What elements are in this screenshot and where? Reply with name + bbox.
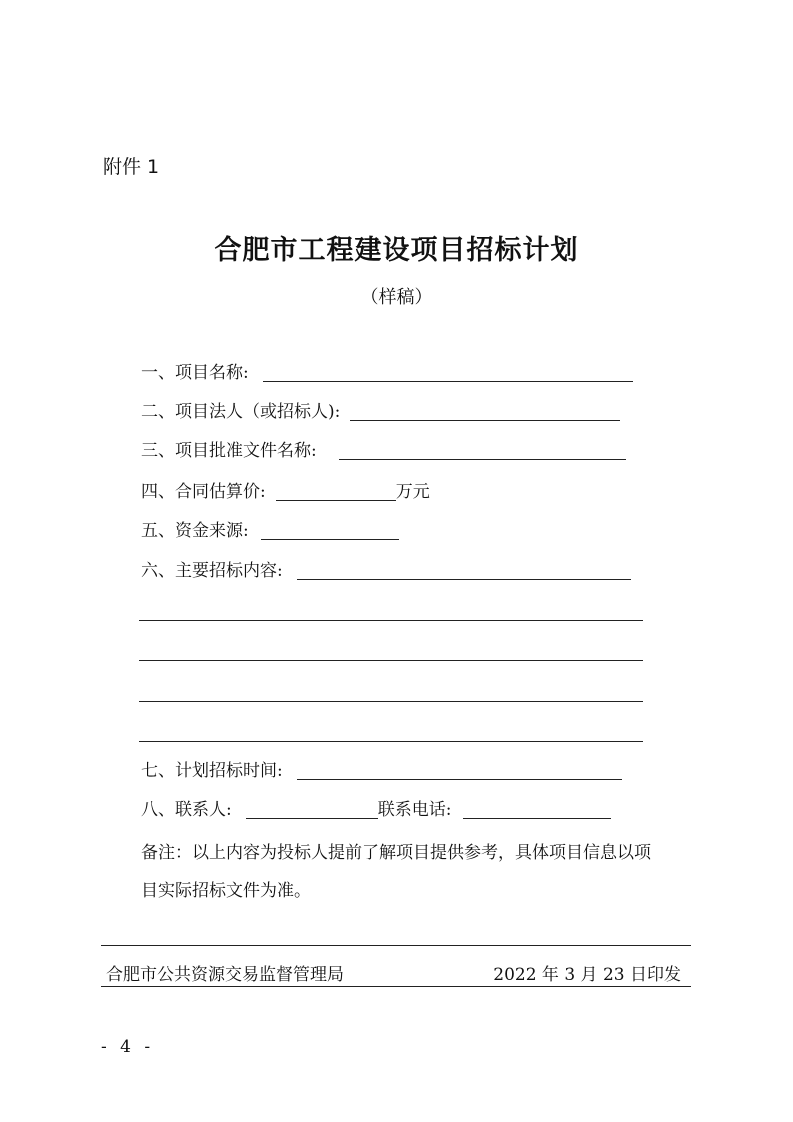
footer-bottom-rule [101, 986, 691, 987]
field-legal-person-label: 二、项目法人（或招标人): [141, 402, 341, 422]
note-text: 备注：以上内容为投标人提前了解项目提供参考，具体项目信息以项目实际招标文件为准。 [141, 843, 651, 901]
field-plan-time-label: 七、计划招标时间: [141, 761, 283, 781]
footer-issuer: 合肥市公共资源交易监督管理局 [106, 965, 344, 985]
field-contact-label: 八、联系人: [141, 800, 232, 820]
project-name-blank[interactable] [263, 361, 633, 382]
document-title: 合肥市工程建设项目招标计划 [214, 235, 579, 266]
field-legal-person [141, 400, 620, 424]
field-plan-time [141, 759, 622, 783]
field-main-content-label: 六、主要招标内容: [141, 561, 283, 581]
attachment-label: 附件 1 [103, 156, 160, 178]
field-approval-doc [141, 439, 626, 463]
footer-date: 2022 年 3 月 23 日印发 [493, 965, 681, 985]
main-content-blank[interactable] [297, 559, 631, 580]
field-fund-source-label: 五、资金来源: [141, 521, 249, 541]
legal-person-blank[interactable] [350, 400, 620, 421]
main-content-line-3[interactable] [139, 660, 643, 661]
contract-price-blank[interactable] [276, 480, 396, 501]
field-fund-source [141, 519, 399, 543]
field-contact [141, 798, 611, 822]
plan-time-blank[interactable] [297, 759, 622, 780]
phone-blank[interactable] [463, 798, 611, 819]
field-phone-label: 联系电话: [377, 800, 452, 820]
contact-blank[interactable] [246, 798, 378, 819]
field-approval-doc-label: 三、项目批准文件名称: [141, 441, 317, 461]
document-subtitle: （样稿） [360, 287, 433, 308]
main-content-line-2[interactable] [139, 620, 643, 621]
fund-source-blank[interactable] [261, 519, 399, 540]
contract-price-unit: 万元 [395, 482, 430, 502]
field-contract-price [141, 480, 430, 504]
field-main-content [141, 559, 631, 583]
main-content-line-5[interactable] [139, 741, 643, 742]
field-project-name [141, 361, 633, 385]
footer-top-rule [101, 945, 691, 946]
approval-doc-blank[interactable] [339, 439, 626, 460]
page-number: - 4 - [101, 1037, 155, 1057]
main-content-line-4[interactable] [139, 701, 643, 702]
field-contract-price-label: 四、合同估算价: [141, 482, 266, 502]
field-project-name-label: 一、项目名称: [141, 363, 249, 383]
